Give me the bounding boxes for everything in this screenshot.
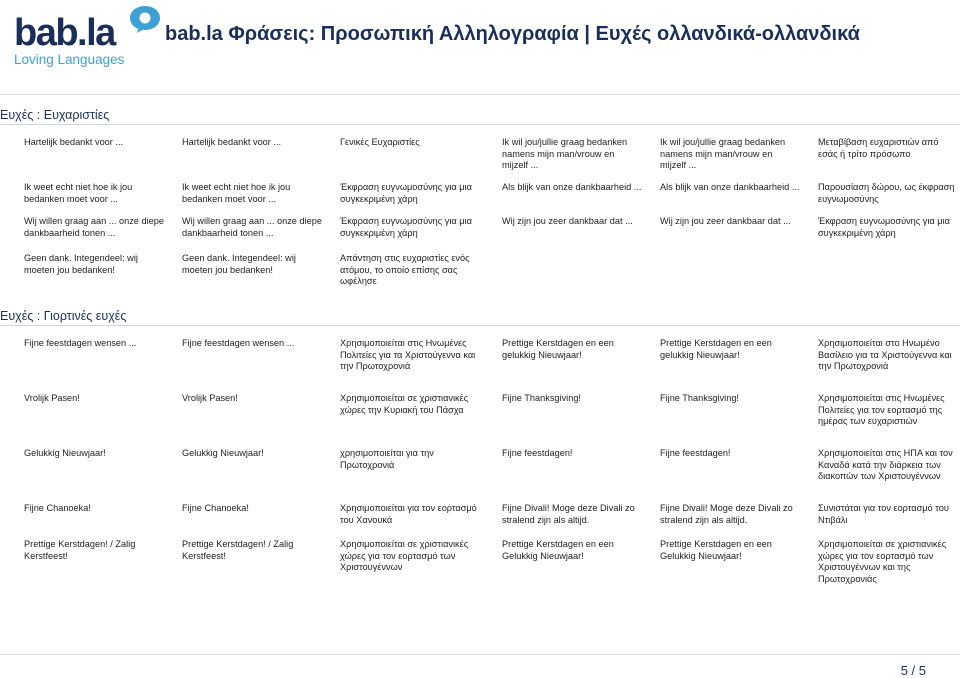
phrase-target: Ik weet echt niet hoe ik jou bedanken moet voor ... [182, 182, 291, 204]
phrase-source: Ik weet echt niet hoe ik jou bedanken moet voor ... [24, 182, 133, 204]
logo-wordmark: bab.la [14, 12, 115, 54]
usage-note: Έκφραση ευγνωμοσύνης για μια συγκεκριμένη χάρη [340, 216, 472, 238]
usage-note-alt: Χρησιμοποιείται στις ΗΠΑ και τον Καναδά κατά την διάρκεια των διακοπών των Χριστουγέννων [818, 448, 953, 482]
document-title: bab.la Φράσεις: Προσωπική Αλληλογραφία | Ευχές ολλανδικά-ολλανδικά [165, 23, 860, 45]
section-heading: Ευχές : Ευχαριστίες [0, 108, 110, 122]
phrase-source: Fijne Chanoeka! [24, 503, 91, 513]
phrase-source: Gelukkig Nieuwjaar! [24, 448, 106, 458]
phrase-source-alt: Als blijk van onze dankbaarheid ... [502, 182, 642, 192]
phrase-source: Vrolijk Pasen! [24, 393, 80, 403]
usage-note-alt: Χρησιμοποιείται στο Ηνωμένο Βασίλειο για τα Χριστούγεννα και την Πρωτοχρονιά [818, 338, 952, 372]
phrase-target: Prettige Kerstdagen! / Zalig Kerstfeest! [182, 539, 294, 561]
usage-note: Χρησιμοποιείται στις Ηνωμένες Πολιτείες για τα Χριστούγεννα και την Πρωτοχρονιά [340, 338, 476, 372]
babla-logo[interactable] [14, 4, 154, 68]
phrase-source-alt: Ik wil jou/jullie graag bedanken namens mijn man/vrouw en mijzelf ... [502, 137, 628, 171]
phrase-target: Vrolijk Pasen! [182, 393, 238, 403]
page-header [0, 0, 960, 90]
phrase-target-alt: Wij zijn jou zeer dankbaar dat ... [660, 216, 791, 226]
usage-note-alt: Παρουσίαση δώρου, ως έκφραση ευγνωμοσύνης [818, 182, 955, 204]
phrase-source: Wij willen graag aan ... onze diepe dankbaarheid tonen ... [24, 216, 164, 238]
phrase-source-alt: Wij zijn jou zeer dankbaar dat ... [502, 216, 633, 226]
usage-note: Χρησιμοποιείται σε χριστιανικές χώρες για τον εορτασμό των Χριστουγέννων [340, 539, 469, 573]
phrase-target: Gelukkig Nieuwjaar! [182, 448, 264, 458]
usage-note-alt: Συνιστάται για τον εορτασμό του Ντιβάλι [818, 503, 949, 525]
footer-divider [0, 654, 960, 655]
usage-note-alt: Μεταβίβαση ευχαριστιών από εσάς ή τρίτο πρόσωπο [818, 137, 939, 159]
phrase-source-alt: Fijne feestdagen! [502, 448, 573, 458]
usage-note-alt: Χρησιμοποιείται σε χριστιανικές χώρες για τον εορτασμό των Χριστουγέννων και της Πρωτοχρονιάς [818, 539, 947, 584]
phrase-source: Prettige Kerstdagen! / Zalig Kerstfeest! [24, 539, 136, 561]
phrase-source-alt: Prettige Kerstdagen en een Gelukkig Nieuwjaar! [502, 539, 614, 561]
page-number: 5 / 5 [900, 663, 926, 678]
phrase-source: Hartelijk bedankt voor ... [24, 137, 124, 147]
logo-tagline: Loving Languages [14, 52, 125, 67]
usage-note: Χρησιμοποιείται για τον εορτασμό του Χανουκά [340, 503, 477, 525]
phrase-target-alt: Fijne feestdagen! [660, 448, 731, 458]
phrase-source: Fijne feestdagen wensen ... [24, 338, 137, 348]
header-divider [0, 94, 960, 95]
usage-note-alt: Έκφραση ευγνωμοσύνης για μια συγκεκριμένη χάρη [818, 216, 950, 238]
usage-note: Γενικές Ευχαριστίες [340, 137, 420, 147]
usage-note: Χρησιμοποιείται σε χριστιανικές χώρες την Κυριακή του Πάσχα [340, 393, 469, 415]
usage-note: Έκφραση ευγνωμοσύνης για μια συγκεκριμένη χάρη [340, 182, 472, 204]
phrase-target: Fijne feestdagen wensen ... [182, 338, 295, 348]
section-divider [0, 124, 960, 125]
usage-note: χρησιμοποιείται για την Πρωτοχρονιά [340, 448, 434, 470]
phrase-target: Hartelijk bedankt voor ... [182, 137, 282, 147]
phrase-target-alt: Als blijk van onze dankbaarheid ... [660, 182, 800, 192]
phrase-target-alt: Ik wil jou/jullie graag bedanken namens mijn man/vrouw en mijzelf ... [660, 137, 786, 171]
usage-note-alt: Χρησιμοποιείται στις Ηνωμένες Πολιτείες για τον εορτασμό της ημέρας των ευχαριστιών [818, 393, 945, 427]
section-divider [0, 325, 960, 326]
phrase-source: Geen dank. Integendeel: wij moeten jou bedanken! [24, 253, 138, 275]
speech-bubble-icon [128, 4, 162, 34]
section-heading: Ευχές : Γιορτινές ευχές [0, 309, 127, 323]
phrase-source-alt: Prettige Kerstdagen en een gelukkig Nieuwjaar! [502, 338, 614, 360]
phrase-target-alt: Fijne Thanksgiving! [660, 393, 739, 403]
phrase-target-alt: Fijne Divali! Moge deze Divali zo stralend zijn als altijd. [660, 503, 793, 525]
phrase-target-alt: Prettige Kerstdagen en een Gelukkig Nieuwjaar! [660, 539, 772, 561]
phrase-target: Fijne Chanoeka! [182, 503, 249, 513]
usage-note: Απάντηση στις ευχαριστίες ενός ατόμου, το οποίο επίσης σας ωφέλησε [340, 253, 470, 287]
phrase-source-alt: Fijne Divali! Moge deze Divali zo stralend zijn als altijd. [502, 503, 635, 525]
phrase-source-alt: Fijne Thanksgiving! [502, 393, 581, 403]
phrase-target: Wij willen graag aan ... onze diepe dankbaarheid tonen ... [182, 216, 322, 238]
phrase-target-alt: Prettige Kerstdagen en een gelukkig Nieuwjaar! [660, 338, 772, 360]
phrase-target: Geen dank. Integendeel: wij moeten jou bedanken! [182, 253, 296, 275]
